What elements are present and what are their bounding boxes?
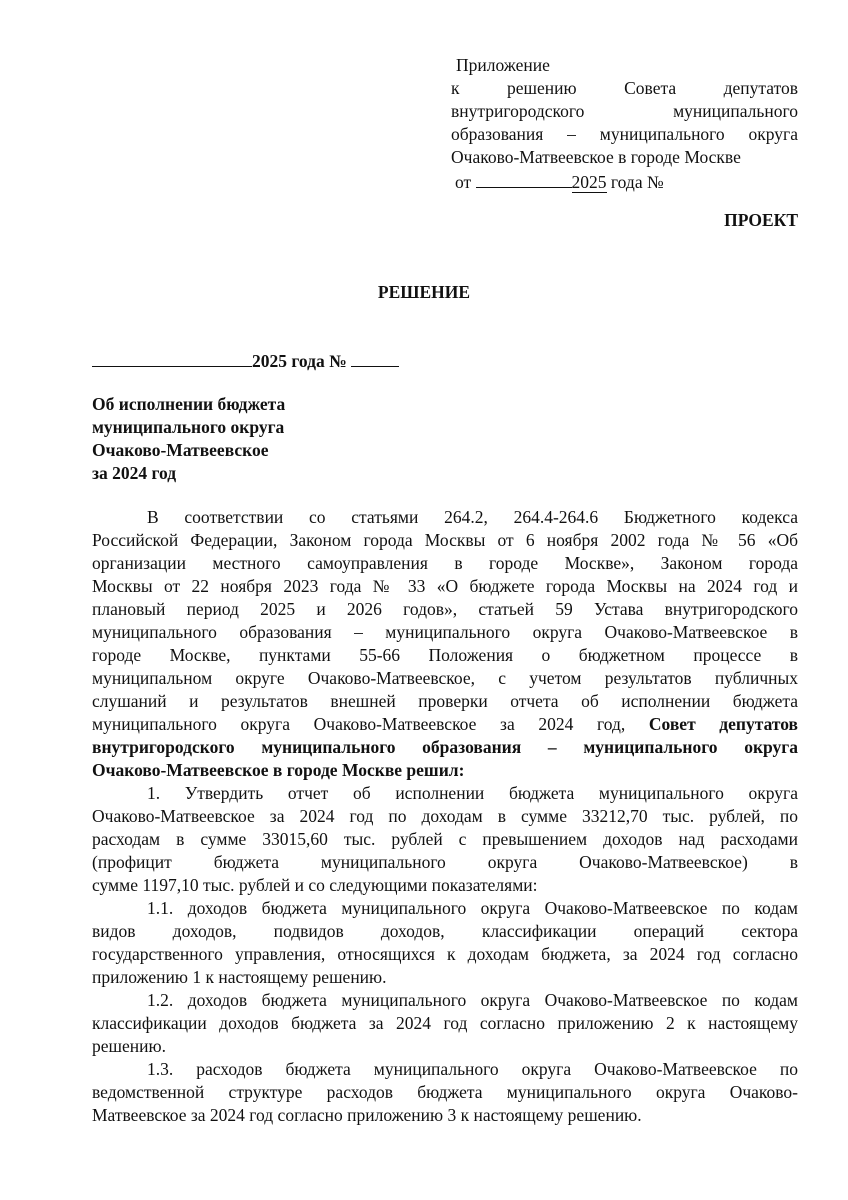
item-1-3-line: 1.3. расходов бюджета муниципального округа Очаково-Матвеевское по	[147, 1059, 798, 1079]
preamble-line-bold: внутригородского муниципального образования – муниципального округа	[92, 737, 798, 757]
item-1-2-line: решению.	[92, 1036, 166, 1056]
item-1-2-line: 1.2. доходов бюджета муниципального округа Очаково-Матвеевское по кодам	[147, 990, 798, 1010]
preamble-line-mixed	[92, 713, 798, 736]
attachment-date-blank	[476, 169, 572, 188]
item-1-1-paragraph	[92, 897, 798, 989]
preamble-line-plain: муниципального округа Очаково-Матвеевское за 2024 год,	[92, 714, 626, 734]
preamble-line: муниципального образования – муниципального округа Очаково-Матвеевское в	[92, 622, 798, 642]
preamble-line: муниципальном округе Очаково-Матвеевское, с учетом результатов публичных	[92, 668, 798, 688]
decision-date-blank	[92, 348, 252, 367]
subject-line-1: Об исполнении бюджета	[92, 394, 286, 414]
attachment-line-5: Очаково-Матвеевское в городе Москве	[451, 147, 741, 167]
attachment-date-year: 2025	[571, 172, 607, 192]
preamble-line-bold: Очаково-Матвеевское в городе Москве решил:	[92, 760, 465, 780]
preamble-line: организации местного самоуправления в городе Москве», Законом города	[92, 553, 798, 573]
item-1-line: сумме 1197,10 тыс. рублей и со следующими показателями:	[92, 875, 538, 895]
item-1-line: 1. Утвердить отчет об исполнении бюджета муниципального округа	[147, 783, 798, 803]
decision-subject	[92, 393, 285, 485]
decision-number-blank	[351, 348, 399, 367]
item-1-2-line: классификации доходов бюджета за 2024 год согласно приложению 2 к настоящему	[92, 1013, 798, 1033]
item-1-paragraph	[92, 782, 798, 897]
attachment-line-3: внутригородского муниципального	[451, 101, 798, 121]
item-1-line: (профицит бюджета муниципального округа Очаково-Матвеевское) в	[92, 852, 798, 872]
item-1-1-line: 1.1. доходов бюджета муниципального округа Очаково-Матвеевское по кодам	[147, 898, 798, 918]
preamble-line: В соответствии со статьями 264.2, 264.4-264.6 Бюджетного кодекса	[147, 507, 798, 527]
item-1-3-line: ведомственной структуре расходов бюджета муниципального округа Очаково-	[92, 1082, 798, 1102]
preamble-line: слушаний и результатов внешней проверки отчета об исполнении бюджета	[92, 691, 798, 711]
decision-body	[92, 506, 798, 1127]
attachment-line-2: к решению Совета депутатов	[451, 78, 798, 98]
item-1-2-paragraph	[92, 989, 798, 1058]
subject-line-4: за 2024 год	[92, 463, 177, 483]
attachment-header	[451, 54, 798, 194]
item-1-3-paragraph	[92, 1058, 798, 1127]
decision-date-year: 2025 года №	[252, 351, 347, 371]
attachment-date-prefix: от	[455, 172, 472, 192]
preamble-line: плановый период 2025 и 2026 годов», статьей 59 Устава внутригородского	[92, 599, 798, 619]
attachment-date-suffix: года №	[610, 172, 664, 192]
preamble-line: Российской Федерации, Законом города Москвы от 6 ноября 2002 года № 56 «Об	[92, 530, 798, 550]
item-1-1-line: приложению 1 к настоящему решению.	[92, 967, 387, 987]
attachment-line-4: образования – муниципального округа	[451, 124, 798, 144]
preamble-line-bold: Совет депутатов	[648, 714, 798, 734]
attachment-date-line	[451, 169, 798, 194]
item-1-line: Очаково-Матвеевское за 2024 год по доходам в сумме 33212,70 тыс. рублей, по	[92, 806, 798, 826]
item-1-1-line: видов доходов, подвидов доходов, классификации операций сектора	[92, 921, 798, 941]
document-title: РЕШЕНИЕ	[377, 282, 471, 302]
subject-line-2: муниципального округа	[92, 417, 285, 437]
preamble-line: Москвы от 22 ноября 2023 года № 33 «О бюджете города Москвы на 2024 год и	[92, 576, 798, 596]
preamble-line: городе Москве, пунктами 55-66 Положения о бюджетном процессе в	[92, 645, 798, 665]
item-1-3-line: Матвеевское за 2024 год согласно приложению 3 к настоящему решению.	[92, 1105, 642, 1125]
preamble-paragraph	[92, 506, 798, 782]
subject-line-3: Очаково-Матвеевское	[92, 440, 269, 460]
decision-date-line	[92, 348, 399, 372]
draft-label: ПРОЕКТ	[724, 210, 798, 230]
attachment-line-1: Приложение	[456, 55, 550, 75]
item-1-line: расходам в сумме 33015,60 тыс. рублей с превышением доходов над расходами	[92, 829, 798, 849]
item-1-1-line: государственного управления, относящихся к доходам бюджета, за 2024 год согласно	[92, 944, 798, 964]
